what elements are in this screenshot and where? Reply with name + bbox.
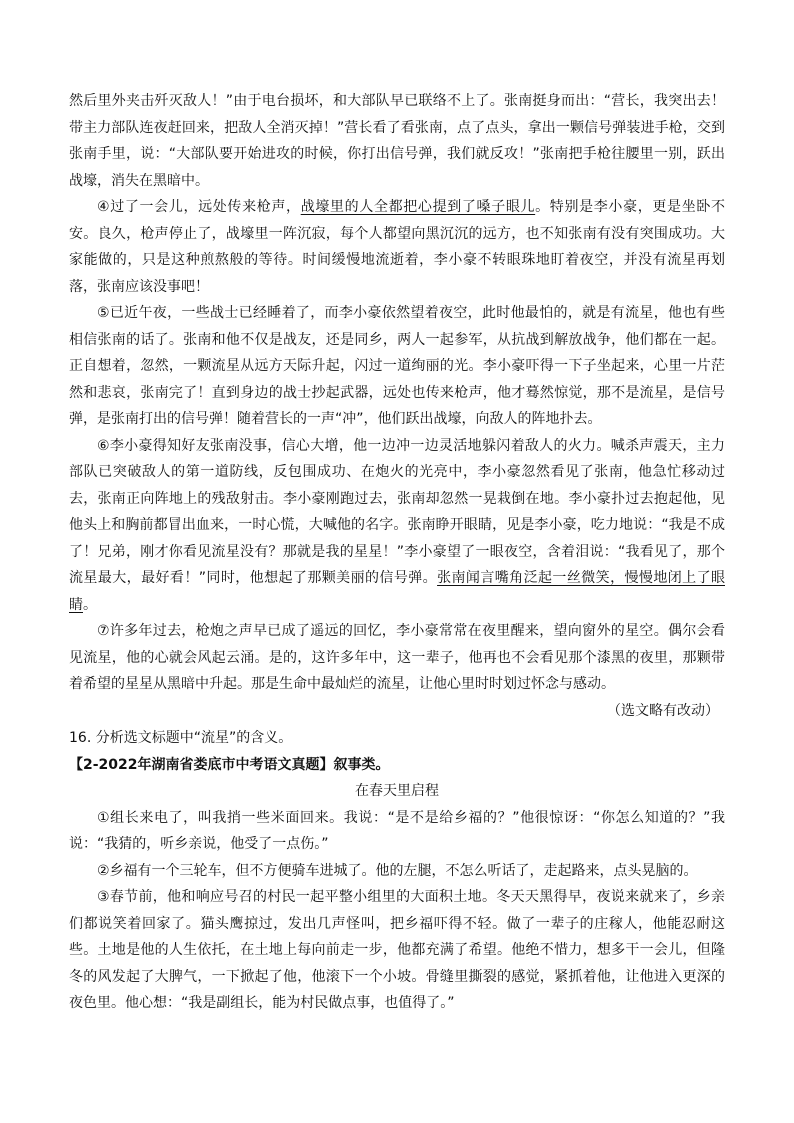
story-paragraph-4	[69, 194, 725, 300]
source-note: （选文略有改动）	[607, 702, 719, 719]
document-page	[69, 88, 725, 1017]
paragraph-4-text-b: 。特别是李小豪，更是坐卧不安。良久，枪声停止了，战壕里一阵沉寂，每个人都望向黑沉沉的远方，也不知张南有没有突围成功。大家能做的，只是这种煎熬般的等待。时间缓慢地流逝着，李小豪不转眼珠地盯着夜空，并没有流星再划落，张南应该没事吧！	[69, 199, 725, 295]
story-paragraph-7: ⑦许多年过去，枪炮之声早已成了遥远的回忆，李小豪常常在夜里醒来，望向窗外的星空。偶尔会看见流星，他的心就会风起云涌。是的，这许多年中，这一辈子，他再也不会看见那个漆黑的夜里，那颗带着希望的星星从黑暗中升起。那是生命中最灿烂的流星，让他心里时时划过怀念与感动。	[69, 623, 725, 692]
paragraph-6-text-a: ⑥李小豪得知好友张南没事，信心大增，他一边冲一边灵活地躲闪着敌人的火力。喊杀声震天，主力部队已突破敌人的第一道防线，反包围成功、在炮火的光亮中，李小豪忽然看见了张南，他急忙移动过去，张南正向阵地上的残敌射击。李小豪刚跑过去，张南却忽然一晃栽倒在地。李小豪扑过去抱起他，见他头上和胸前都冒出血来，一时心慌，大喊他的名字。张南睁开眼睛，见是李小豪，吃力地说：“我是不成了！兄弟，刚才你看见流星没有？那就是我的星星！”李小豪望了一眼夜空，含着泪说：“我看见了，那个流星最大，最好看！”同时，他想起了那颗美丽的信号弹。	[69, 437, 725, 586]
paragraph-6-underlined-sentence: 张南闻言嘴角泛起一丝微笑，慢慢地闭上了眼睛	[69, 570, 725, 613]
story-paragraph-5: ⑤已近午夜，一些战士已经睡着了，而李小豪依然望着夜空，此时他最怕的，就是有流星，他也有些相信张南的话了。张南和他不仅是战友，还是同乡，两人一起参军，从抗战到解放战争，他们都在一起。正自想着，忽然，一颗流星从远方天际升起，闪过一道绚丽的光。李小豪吓得一下子坐起来，心里一片茫然和悲哀，张南完了！直到身边的战士抄起武器，远处也传来枪声，他才蓦然惊觉，那不是流星，是信号弹，是张南打出的信号弹！随着营长的一声“冲”，他们跃出战壕，向敌人的阵地扑去。	[69, 305, 725, 427]
story-paragraph-6	[69, 433, 725, 619]
section-2-title: 在春天里启程	[355, 783, 439, 799]
section-2-header: 【2-2022年湖南省娄底市中考语文真题】叙事类。	[69, 756, 390, 773]
paragraph-4-underlined-sentence: 战壕里的人全都把心提到了嗓子眼儿	[300, 199, 536, 215]
paragraph-6-text-b: 。	[83, 596, 97, 613]
story-paragraph-intro: 然后里外夹击歼灭敌人！”由于电台损坏，和大部队早已联络不上了。张南挺身而出：“营长，我突出去！带主力部队连夜赶回来，把敌人全消灭掉！”营长看了看张南，点了点头，拿出一颗信号弹装进手枪，交到张南手里，说：“大部队要开始进攻的时候，你打出信号弹，我们就反攻！”张南把手枪往腰里一别，跃出战壕，消失在黑暗中。	[69, 93, 725, 189]
section-2-paragraph-3: ③春节前，他和响应号召的村民一起平整小组里的大面积土地。冬天天黑得早，夜说来就来了，乡亲们都说笑着回家了。猫头鹰掠过，发出几声怪叫，把乡福吓得不轻。做了一辈子的庄稼人，他能忍耐这些。土地是他的人生依托，在土地上每向前走一步，他都充满了希望。他绝不惜力，想多干一会儿，但隆冬的风发起了大脾气，一下掀起了他，他滚下一个小坡。骨缝里撕裂的感觉，紧抓着他，让他进入更深的夜色里。他心想：“我是副组长，能为村民做点事，也值得了。”	[69, 889, 725, 1011]
section-2-paragraph-2: ②乡福有一个三轮车，但不方便骑车进城了。他的左腿，不怎么听话了，走起路来，点头晃脑的。	[97, 862, 698, 879]
section-2-paragraph-1: ①组长来电了，叫我捎一些米面回来。我说：“是不是给乡福的？”他很惊讶：“你怎么知道的？”我说：“我猜的，听乡亲说，他受了一点伤。”	[69, 809, 725, 852]
question-16: 16. 分析选文标题中“流星”的含义。	[69, 730, 293, 746]
paragraph-4-text-a: ④过了一会儿，远处传来枪声，	[97, 199, 301, 215]
